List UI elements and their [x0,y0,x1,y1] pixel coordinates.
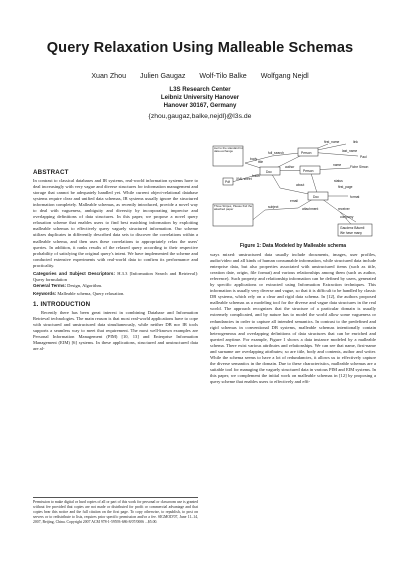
affiliation-center: L3S Research Center [169,86,231,93]
note-text: tool to the standard for data exchange [214,147,243,154]
author-name: Wolf-Tilo Balke [199,72,247,80]
graph-label: body [250,157,258,161]
graph-label: Paul [360,155,367,159]
graph-label: Doc [313,195,319,199]
graph-label: XML sheet [236,177,252,181]
graph-label: subject [268,205,279,209]
graph-label: name [333,163,342,167]
graph-label: Pdf [225,180,230,184]
abstract-text: In contrast to classical databases and IR systems, real-world information systems have to deal increasingly with very vague and diverse structures for information management and storage that cannot be adequately handled yet. While current object-relational database systems require clear and unified data schemas, IR systems usually ignore the structured information completely. Malleable schemas, as recently introduced, provide a novel way to deal with vagueness, ambiguity and diversity by incorporating imprecise and overlapping definitions of data structures. In this paper, we propose a novel query relaxation scheme that enables users to find best matching information by exploiting malleable schemas to effectively query vaguely structured information. Our scheme utilizes duplicates in differently described data sets to discover the correlations within a malleable schema, and then uses these correlations to appropriately relax the users' queries. In addition, it ranks results of the relaxed query according to their respective probability of satisfying the original query's intent. We have implemented the scheme and conducted extensive experiments with real-world data to confirm its performance and practicality. [33,178,198,268]
general-terms-line [33,283,198,289]
author-name: Wolfgang Nejdl [260,72,309,80]
graph-label: company [340,215,354,219]
general-terms-label: General Terms: [33,282,67,288]
note-text: Three Stripes, Please find the attached paper [214,205,253,212]
affiliation-address: Hanover 30167, Germany [163,102,237,109]
keywords-label: Keywords: [33,290,57,296]
graph-label: title [258,160,264,164]
affiliation-university: Leibniz University Hanover [160,94,240,101]
graph-label: email [290,199,298,203]
schema-graph [210,138,376,240]
right-column-text: ways mixed: unstructured data usually include documents, images, user profiles, audio/video and all kinds of human consumable information, while structured data include enterprise data, but also properties associated with unstructured items (such as title, creation date, origin, file format) and various relationships among them (such as author, reference). Such property and relationship information can be defined by users, generated by specific applications or extracted using Information Extraction techniques. This information is usually very diverse and vague, so that it is difficult to be handled by classic DB systems, which rely on a clear and rigid data schema. In [12], the authors proposed malleable schemas as a modeling tool for the diverse and vague data structures in the real world. The approach recognizes that the structure of a particular domain is usually extremely complicated, and by nature has to model the world allow some vagueness or redundancies in order to capture all intended semantics. In contrast to the predefined and rigid schemas in conventional DB systems, malleable schemas intentionally contain heterogeneous and overlapping definitions of data structures that can be enriched and queried anytime. For example, Figure 1 shows a data instance modeled by a malleable schema. There exist various attributes and relationships. We can see that name, first-name and surname are overlapping attributes; so are title, body and contents, author and writer. While the schema seems to have a lot of redundancies, it allows us to effectively capture the diverse semantics in the domain. Due to these characteristics, malleable schemas are a suitable tool for managing the vaguely structured data in various PIM and EIM systems. In this paper, we complement the initial work on malleable schemas in [12] by proposing a query scheme that enables users to effectively and effi- [210,252,376,384]
keywords-text: Malleable schema, Query relaxation. [57,290,125,296]
graph-label: full_search [268,151,284,155]
graph-label: first_name [324,140,340,144]
graph-label: Gaudenz Bäumli [340,226,365,230]
general-terms-text: Design, Algorithm. [67,282,103,288]
graph-label: Fiche Simon [350,165,369,169]
affiliation-email: {zhou,gaugaz,balke,nejdl}@l3s.de [148,113,252,120]
graph-label: Doc [266,170,272,174]
keywords-line [33,291,198,297]
graph-label: author [285,165,295,169]
figure-caption: Figure 1: Data Modeled by Malleable schema [239,243,347,249]
graph-label: status [334,179,343,183]
abstract-heading: ABSTRACT [33,169,69,176]
graph-label: attachment [302,207,319,211]
author-list [0,72,400,80]
intro-text: Recently there has been great interest in combining Database and Information Retrieval technologies. The main reason is that most real-world applications have to cope with structured and unstructured data simultaneously, while neither DB nor IR tools supports a seamless way to meet that requirement. The most well-known examples are Personal Information Management (PIM) [10, 13] and Enterprise Information Management (EIM) [6] systems. In these applications, structured and unstructured data are al- [33,309,198,352]
intro-heading: 1. INTRODUCTION [33,300,91,308]
graph-label: first_page [338,185,353,189]
graph-label: We have many [340,231,362,235]
copyright-footnote: Permission to make digital or hard copies of all or part of this work for personal or classroom use is granted without fee provided that copies are not made or distributed for profit or commercial advantage and that copies bear this notice and the full citation on the first page. To copy otherwise, to republish, to post on servers or to redistribute to lists, requires prior specific permission and/or a fee. SIGMOD'07, June 11–14, 2007, Beijing, China. Copyright 2007 ACM 978-1-59593-686-8/07/0006 ...$5.00. [33,497,198,525]
graph-label: receiver [338,207,350,211]
author-name: Xuan Zhou [91,72,127,80]
graph-label: link [353,140,358,144]
graph-label: Person [301,151,312,155]
graph-label: about [296,183,305,187]
categories-line [33,271,198,283]
graph-label: folder [252,174,261,178]
left-column [33,170,198,352]
author-name: Julien Gaugaz [140,72,186,80]
categories-text: H.3.3 [Information Search and Retrieval]: Query formulation [33,270,198,282]
figure-1 [210,138,376,240]
paper-title: Query Relaxation Using Malleable Schemas [46,40,354,56]
graph-label: last_name [342,149,358,153]
graph-label: format [350,195,360,199]
categories-label: Categories and Subject Descriptors: [33,270,115,276]
graph-label: Person [303,169,314,173]
